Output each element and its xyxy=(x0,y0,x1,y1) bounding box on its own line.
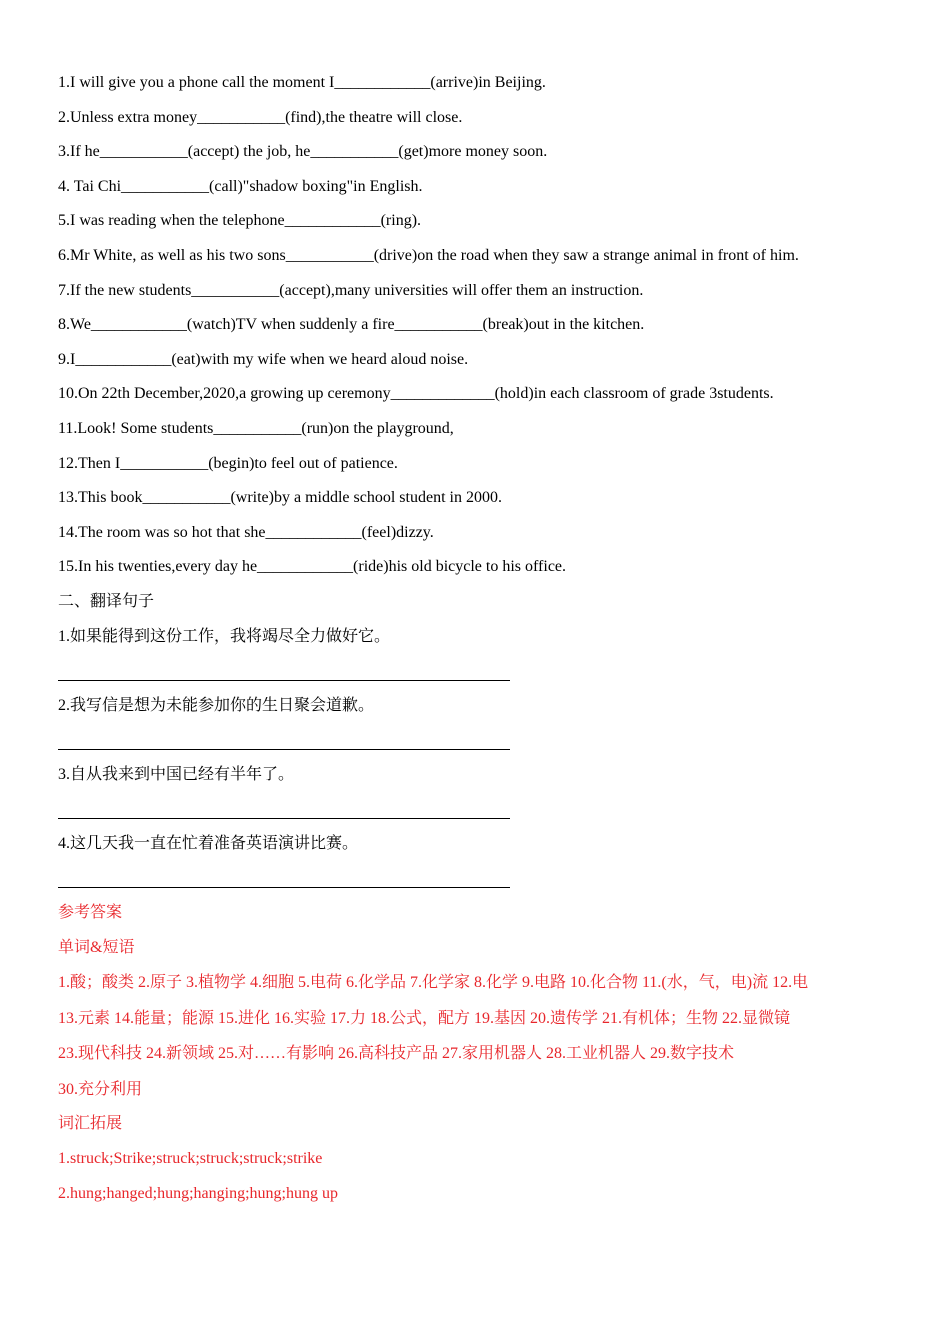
translation-heading: 二、翻译句子 xyxy=(58,592,155,610)
exercise-item-14: 14.The room was so hot that she____________(feel)dizzy. xyxy=(58,523,434,541)
fill-in-section xyxy=(58,66,898,585)
vocab-answer-line: 13.元素 14.能量；能源 15.进化 16.实验 17.力 18.公式，配方 19.基因 20.遗传学 21.有机体；生物 22.显微镜 xyxy=(58,1009,791,1027)
exercise-item-4: 4. Tai Chi___________(call)"shadow boxing"in English. xyxy=(58,177,423,195)
exercise-item-12: 12.Then I___________(begin)to feel out of patience. xyxy=(58,454,398,472)
answer-key-heading: 参考答案 xyxy=(58,904,123,922)
answer-blank-line xyxy=(58,723,898,758)
blank-rule xyxy=(58,680,510,681)
worksheet-page xyxy=(58,66,898,1211)
expansion-answer-line: 1.struck;Strike;struck;struck;struck;strike xyxy=(58,1150,323,1168)
blank-rule xyxy=(58,818,510,819)
vocab-heading: 单词&短语 xyxy=(58,938,135,956)
translation-item-3: 3.自从我来到中国已经有半年了。 xyxy=(58,765,295,783)
exercise-item-15: 15.In his twenties,every day he____________(ride)his old bicycle to his office. xyxy=(58,558,567,576)
expansion-answer-line: 2.hung;hanged;hung;hanging;hung;hung up xyxy=(58,1184,338,1202)
exercise-item-6: 6.Mr White, as well as his two sons___________(drive)on the road when they saw a strange animal in front of him. xyxy=(58,246,799,264)
exercise-item-3: 3.If he___________(accept) the job, he___________(get)more money soon. xyxy=(58,143,548,161)
expansion-heading: 词汇拓展 xyxy=(58,1115,123,1133)
exercise-item-2: 2.Unless extra money___________(find),the theatre will close. xyxy=(58,108,463,126)
answer-blank-line xyxy=(58,862,898,897)
exercise-item-1: 1.I will give you a phone call the moment I____________(arrive)in Beijing. xyxy=(58,74,546,91)
exercise-item-11: 11.Look! Some students___________(run)on the playground, xyxy=(58,419,454,437)
answer-blank-line xyxy=(58,792,898,827)
exercise-item-5: 5.I was reading when the telephone____________(ring). xyxy=(58,212,422,230)
blank-rule xyxy=(58,887,510,888)
answer-key-section xyxy=(58,896,898,1211)
translation-section xyxy=(58,585,898,896)
translation-item-1: 1.如果能得到这份工作，我将竭尽全力做好它。 xyxy=(58,627,391,645)
translation-item-4: 4.这几天我一直在忙着准备英语演讲比赛。 xyxy=(58,835,359,853)
vocab-answer-line: 23.现代科技 24.新领域 25.对……有影响 26.高科技产品 27.家用机器人 28.工业机器人 29.数字技术 xyxy=(58,1045,735,1063)
blank-rule xyxy=(58,749,510,750)
vocab-answer-line: 30.充分利用 xyxy=(58,1080,143,1098)
translation-item-2: 2.我写信是想为未能参加你的生日聚会道歉。 xyxy=(58,696,375,714)
exercise-item-10: 10.On 22th December,2020,a growing up ceremony_____________(hold)in each classroom of grade 3students. xyxy=(58,385,774,403)
exercise-item-9: 9.I____________(eat)with my wife when we heard aloud noise. xyxy=(58,350,469,368)
exercise-item-7: 7.If the new students___________(accept),many universities will offer them an instruction. xyxy=(58,281,644,299)
exercise-item-13: 13.This book___________(write)by a middle school student in 2000. xyxy=(58,489,502,507)
exercise-item-8: 8.We____________(watch)TV when suddenly a fire___________(break)out in the kitchen. xyxy=(58,316,645,334)
vocab-answer-line: 1.酸；酸类 2.原子 3.植物学 4.细胞 5.电荷 6.化学品 7.化学家 8.化学 9.电路 10.化合物 11.(水，气，电)流 12.电 xyxy=(58,974,809,992)
answer-blank-line xyxy=(58,654,898,689)
